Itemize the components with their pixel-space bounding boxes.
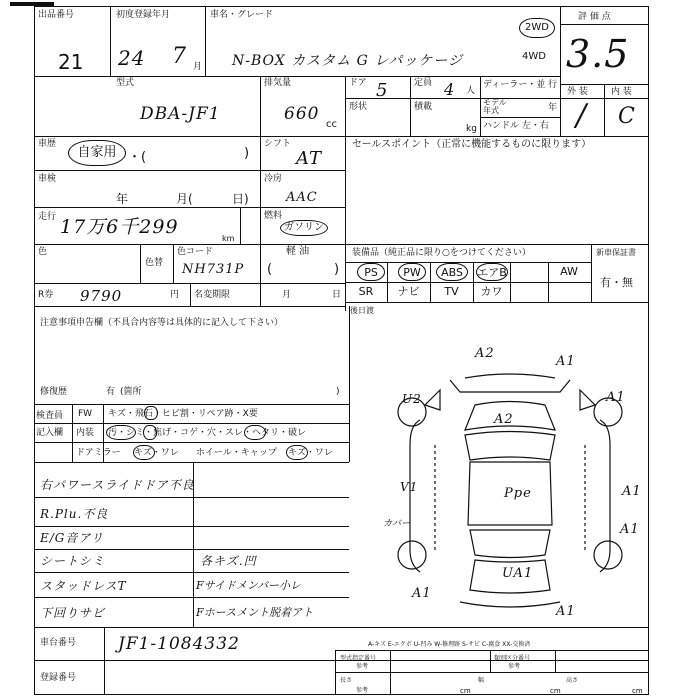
inspection-month-unit: 月( xyxy=(176,192,193,206)
equipment-airbag: エアB xyxy=(476,263,508,281)
width-unit: cm xyxy=(550,687,561,695)
ac-label: 冷房 xyxy=(264,174,283,184)
mirror-circle-mark xyxy=(133,445,155,460)
exterior-grade: / xyxy=(576,98,588,133)
length-label: 長さ xyxy=(340,677,353,684)
color-code-value: NH731P xyxy=(182,262,245,277)
mileage-value: 17万6千299 xyxy=(60,216,179,238)
type-cert-ref: 参考 xyxy=(356,663,369,670)
damage-a1-right-rear: A1 xyxy=(620,522,640,537)
drive-4wd: 4WD xyxy=(522,51,546,62)
fw-label: FW xyxy=(78,409,93,419)
repair-close-paren: ) xyxy=(336,387,340,397)
damage-u2: U2 xyxy=(402,392,422,406)
shift-label: シフト xyxy=(264,139,292,149)
class-ref: 参考 xyxy=(508,663,521,670)
car-name-value: N-BOX カスタム G レパッケージ xyxy=(232,53,464,69)
remark-5: スタッドレスT xyxy=(40,579,127,593)
chassis-value: JF1-1084332 xyxy=(118,634,240,654)
exterior-label: 外 装 xyxy=(567,87,588,97)
damage-a1-right-front: A1 xyxy=(606,390,626,405)
door-label: ドア xyxy=(349,78,367,88)
notes-label: 注意事項申告欄（不具合内容等は具体的に記入して下さい） xyxy=(40,318,284,328)
equipment-leather: カワ xyxy=(480,285,503,298)
interior-circle-mark-3 xyxy=(244,425,266,440)
grade-label: 評 価 点 xyxy=(578,12,611,22)
remark-1: 右パワースライドドア不良 xyxy=(40,478,195,492)
checker-label-1: 検査員 xyxy=(36,411,64,421)
grade-value: 3.5 xyxy=(566,32,630,76)
mirror-items: キズ・ワレ xyxy=(134,448,179,458)
light-oil-label: 軽 油 xyxy=(286,246,310,257)
warranty-label: 新車保証書 xyxy=(596,248,636,257)
model-year-label: モデル年式 xyxy=(483,98,507,115)
lot-label: 出品番号 xyxy=(38,10,75,20)
wheel-label: ホイール・キャップ xyxy=(196,448,277,458)
recycle-value: 9790 xyxy=(80,287,123,305)
displacement-value: 660 xyxy=(284,104,320,124)
length-ref: 参考 xyxy=(356,687,369,694)
inspection-year-unit: 年 xyxy=(116,192,129,206)
damage-ppe: Ppe xyxy=(504,486,532,501)
equipment-label: 装備品（純正品に限り○をつけてください） xyxy=(352,248,531,258)
remark-4: シートシミ xyxy=(40,554,106,568)
drive-2wd-circled: 2WD xyxy=(519,18,555,38)
fuel-value: ガソリン xyxy=(280,220,328,236)
first-registration-year: 24 xyxy=(118,46,146,70)
remark-right-3: Fホースメント脱着アト xyxy=(196,606,314,619)
damage-ua1: UA1 xyxy=(502,566,534,581)
damage-v1: V1 xyxy=(400,480,419,494)
interior-grade: C xyxy=(618,104,636,129)
damage-a2-top: A2 xyxy=(475,346,495,361)
equipment-pw: PW xyxy=(398,263,426,281)
equipment-abs: ABS xyxy=(436,263,468,281)
damage-a1-bottom: A1 xyxy=(412,586,432,601)
name-change-label: 名変期限 xyxy=(194,290,231,300)
interior-label: 内 装 xyxy=(611,87,632,97)
height-unit: cm xyxy=(632,687,643,695)
inspection-label: 車検 xyxy=(38,174,57,184)
dealer-label: ディーラー・並 行 xyxy=(483,80,558,90)
history-label: 車歴 xyxy=(38,139,57,149)
model-label: 型式 xyxy=(116,78,135,88)
fw-items: キズ・飛石・ヒビ割・リペア跡・X要 xyxy=(108,409,258,419)
length-unit: cm xyxy=(460,687,471,695)
equipment-sr: SR xyxy=(358,285,374,298)
checker-interior-items: 汚・シミ・焦げ・コゲ・穴・スレ・ヘタリ・破レ xyxy=(108,428,307,438)
model-value: DBA-JF1 xyxy=(140,104,221,124)
repair-location-label: (箇所 xyxy=(120,387,142,397)
damage-a1-top: A1 xyxy=(556,354,576,369)
color-label: 色 xyxy=(38,247,48,257)
mirror-label: ドアミラー xyxy=(76,448,121,458)
month-unit: 月 xyxy=(193,62,203,72)
handle-label: ハンドル 左・右 xyxy=(483,121,549,131)
first-registration-label: 初度登録年月 xyxy=(116,10,171,20)
wheel-items: キズ・ワレ xyxy=(288,448,333,458)
equipment-navi: ナビ xyxy=(397,285,420,298)
repair-history-value: 有 xyxy=(106,387,116,397)
damage-a1-right-mid: A1 xyxy=(622,484,642,499)
capacity-label: 定員 xyxy=(414,78,433,88)
remark-2: R.Plu.不良 xyxy=(40,507,109,521)
model-year-unit: 年 xyxy=(548,103,558,113)
shift-value: AT xyxy=(296,148,323,169)
capacity-unit: 人 xyxy=(466,86,476,96)
recycle-unit: 円 xyxy=(170,290,180,300)
remark-6: 下回りサビ xyxy=(40,606,106,620)
damage-a2-hood: A2 xyxy=(494,412,514,427)
wheel-circle-mark xyxy=(286,445,308,460)
shape-label: 形状 xyxy=(349,102,368,112)
color-code-label: 色コード xyxy=(177,247,214,257)
displacement-label: 排気量 xyxy=(264,78,292,88)
equipment-ps: PS xyxy=(357,263,385,281)
damage-a1-bottom-right: A1 xyxy=(556,604,576,619)
equipment-aw: AW xyxy=(560,265,578,278)
inspection-day-unit: 日) xyxy=(232,192,249,206)
fw-circle-mark xyxy=(144,406,158,420)
color-change-label: 色替 xyxy=(145,258,164,268)
equipment-tv: TV xyxy=(444,285,459,298)
remark-3: E/G音アリ xyxy=(40,531,104,545)
warranty-value: 有・無 xyxy=(600,276,633,289)
interior-circle-mark-2 xyxy=(143,425,157,440)
ac-value: AAC xyxy=(286,190,318,205)
sales-point-label: セールスポイント（正常に機能するものに限ります） xyxy=(352,139,592,150)
history-value: 自家用 xyxy=(68,140,126,166)
type-cert-label: 型式指定番号 xyxy=(340,655,377,662)
class-label: 類別区分番号 xyxy=(494,655,531,662)
checker-interior-label: 内装 xyxy=(76,428,95,438)
damage-kaburi: カバー xyxy=(383,519,411,529)
checker-label-2: 記入欄 xyxy=(36,428,64,438)
load-label: 積載 xyxy=(414,102,433,112)
lot-number: 21 xyxy=(58,50,84,74)
width-label: 幅 xyxy=(478,677,485,684)
name-change-month-unit: 月 xyxy=(282,290,292,300)
later-delivery-label: 後日渡 xyxy=(350,306,374,315)
damage-legend: A-キズ E-エクボ U-凹み W-修理跡 S-サビ C-腐食 XX-交換済 xyxy=(368,641,531,648)
history-extra: ・( xyxy=(128,150,147,165)
recycle-label: R券 xyxy=(38,290,54,300)
registration-label: 登録番号 xyxy=(40,673,77,683)
car-name-label: 車名・グレード xyxy=(210,10,274,20)
remark-right-2: Fサイドメンバー小レ xyxy=(196,579,301,592)
remark-right-1: 各キズ.凹 xyxy=(200,554,257,568)
load-unit: kg xyxy=(466,124,477,134)
door-value: 5 xyxy=(376,80,389,101)
repair-history-label: 修復歴 xyxy=(40,387,68,397)
first-registration-month: 7 xyxy=(172,44,187,69)
interior-circle-mark-1 xyxy=(106,425,136,440)
chassis-label: 車台番号 xyxy=(40,638,77,648)
mileage-label: 走行 xyxy=(38,212,57,222)
name-change-day-unit: 日 xyxy=(332,290,342,300)
height-label: 高さ xyxy=(566,677,579,684)
displacement-unit: cc xyxy=(326,119,337,130)
front-bumper xyxy=(465,374,555,378)
mileage-unit: km xyxy=(222,234,235,243)
capacity-value: 4 xyxy=(444,80,456,99)
fuel-label: 燃料 xyxy=(264,211,283,221)
